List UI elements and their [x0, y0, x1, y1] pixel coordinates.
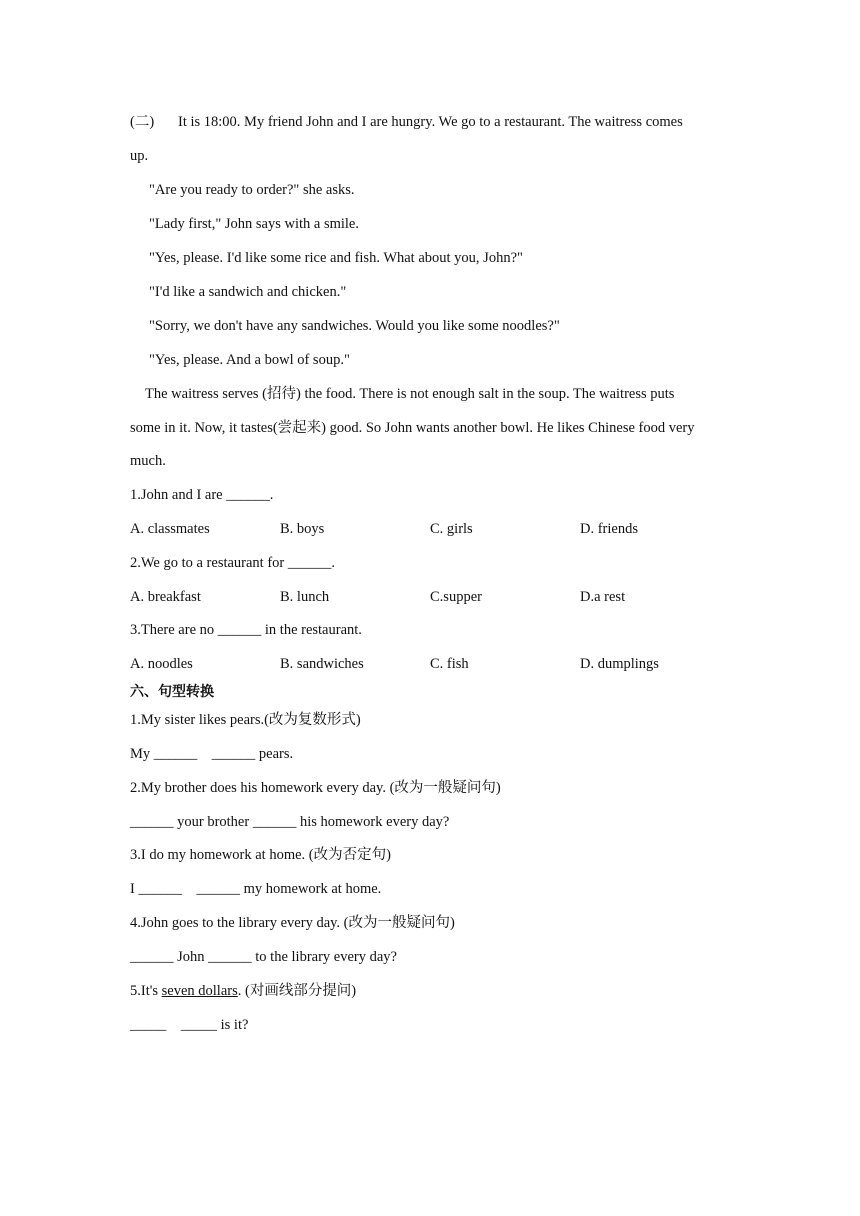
passage-text-line: It is 18:00. My friend John and I are hungry. We go to a restaurant. The waitress comes — [178, 114, 683, 130]
transform-answer-line: I ______ ______ my homework at home. — [130, 881, 382, 897]
dialogue-line: "Yes, please. I'd like some rice and fish. What about you, John?" — [149, 250, 523, 266]
paragraph-line: much. — [130, 453, 166, 469]
option-b: B. boys — [280, 521, 325, 537]
option-b: B. lunch — [280, 589, 330, 605]
transform-prompt: 2.My brother does his homework every day. (改为一般疑问句) — [130, 780, 501, 796]
option-c: C. girls — [430, 521, 473, 537]
option-b: B. sandwiches — [280, 656, 364, 672]
transform-prompt — [130, 981, 356, 1001]
dialogue-line: "Sorry, we don't have any sandwiches. Would you like some noodles?" — [149, 318, 560, 334]
transform-answer-line: My ______ ______ pears. — [130, 746, 294, 762]
transform-answer-line: _____ _____ is it? — [130, 1017, 249, 1033]
option-a: A. breakfast — [130, 589, 201, 605]
option-a: A. classmates — [130, 521, 210, 537]
paragraph-line: some in it. Now, it tastes(尝起来) good. So John wants another bowl. He likes Chinese food very — [130, 420, 695, 436]
option-c: C. fish — [430, 656, 469, 672]
option-a: A. noodles — [130, 656, 193, 672]
option-d: D. friends — [580, 521, 638, 537]
dialogue-line: "Lady first," John says with a smile. — [149, 216, 359, 232]
transform-prompt: 1.My sister likes pears.(改为复数形式) — [130, 712, 361, 728]
transform-answer-line: ______ John ______ to the library every day? — [130, 949, 397, 965]
option-c: C.supper — [430, 589, 482, 605]
prompt-suffix: . (对画线部分提问) — [237, 983, 357, 999]
underlined-phrase: seven dollars — [161, 983, 238, 999]
option-d: D.a rest — [580, 589, 626, 605]
passage-text-line: up. — [130, 148, 149, 164]
transform-answer-line: ______ your brother ______ his homework every day? — [130, 814, 450, 830]
question-stem: 1.John and I are ______. — [130, 487, 274, 503]
transform-prompt: 3.I do my homework at home. (改为否定句) — [130, 847, 391, 863]
question-stem: 3.There are no ______ in the restaurant. — [130, 622, 362, 638]
question-stem: 2.We go to a restaurant for ______. — [130, 555, 335, 571]
paragraph-line: The waitress serves (招待) the food. There is not enough salt in the soup. The waitress puts — [145, 386, 675, 402]
section-label: (二) — [130, 114, 155, 130]
option-d: D. dumplings — [580, 656, 659, 672]
transform-prompt: 4.John goes to the library every day. (改为一般疑问句) — [130, 915, 455, 931]
dialogue-line: "Yes, please. And a bowl of soup." — [149, 352, 350, 368]
dialogue-line: "I'd like a sandwich and chicken." — [149, 284, 347, 300]
section-title: 六、句型转换 — [130, 684, 214, 700]
prompt-prefix: 5.It's — [130, 983, 162, 999]
dialogue-line: "Are you ready to order?" she asks. — [149, 182, 355, 198]
passage-first-line — [130, 112, 683, 132]
